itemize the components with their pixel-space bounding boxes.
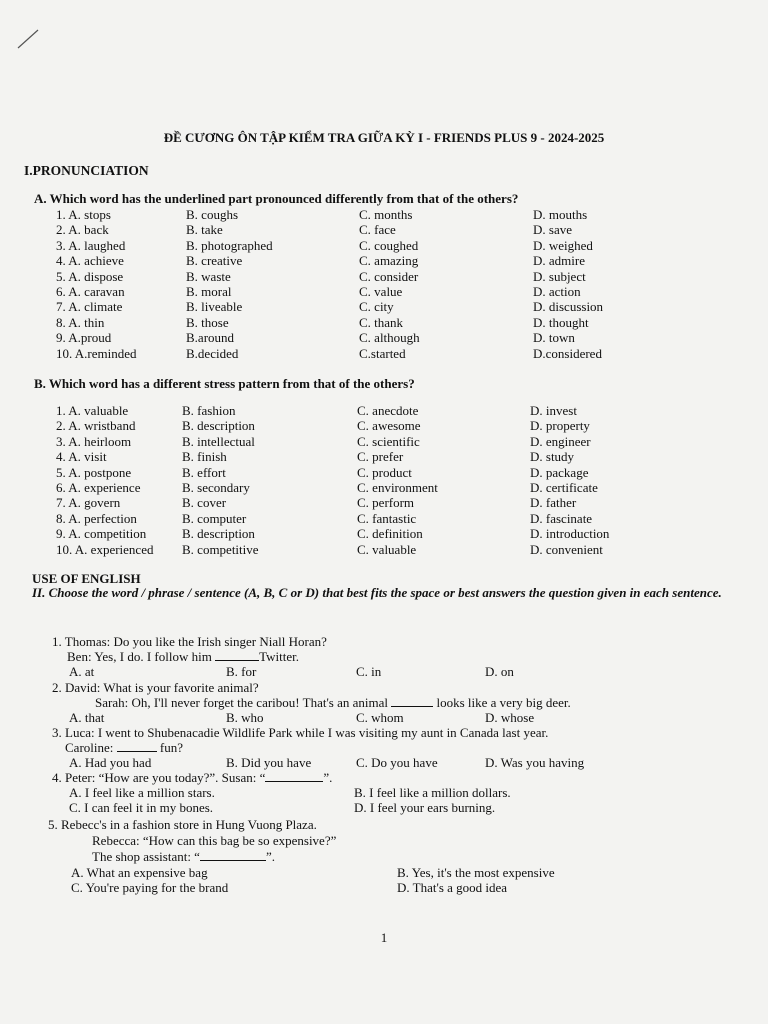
part-a-option-c: C. face bbox=[359, 222, 396, 238]
part-b-option-d: D. certificate bbox=[530, 480, 598, 495]
part-a-row bbox=[0, 269, 768, 284]
part-a-option-c: C. city bbox=[359, 299, 394, 315]
part-b-option-a: 4. A. visit bbox=[56, 449, 107, 465]
part-a-row bbox=[0, 315, 768, 330]
use-of-english-heading: USE OF ENGLISH bbox=[32, 571, 141, 586]
part-b-option-a: 10. A. experienced bbox=[56, 541, 154, 557]
part-b-option-d: D. invest bbox=[530, 403, 577, 418]
part-b-option-a: 2. A. wristband bbox=[56, 418, 136, 434]
part-b-row bbox=[0, 449, 768, 464]
part-b-heading: B. Which word has a different stress pattern from that of the others? bbox=[34, 376, 415, 391]
part-a-row bbox=[0, 299, 768, 314]
part-b-option-b: B. computer bbox=[182, 510, 247, 526]
part-b-option-b: B. finish bbox=[182, 449, 227, 465]
part-b-row bbox=[0, 480, 768, 495]
part-b-option-c: C. product bbox=[357, 464, 412, 480]
q1-line-2-pre: Ben: Yes, I do. I follow him bbox=[67, 649, 216, 664]
part-b-option-a: 9. A. competition bbox=[56, 526, 147, 542]
q4-option-b: B. I feel like a million dollars. bbox=[354, 785, 511, 800]
q5-line-3-post: ”. bbox=[265, 849, 275, 864]
part-a-option-a: 2. A. back bbox=[56, 222, 109, 238]
q2-line-2 bbox=[95, 695, 571, 710]
part-a-option-d: D. action bbox=[533, 284, 581, 299]
part-a-row bbox=[0, 222, 768, 237]
part-b-option-b: B. fashion bbox=[182, 403, 236, 418]
part-b-option-a: 1. A. valuable bbox=[56, 403, 129, 418]
part-b-row bbox=[0, 403, 768, 418]
part-a-option-d: D. admire bbox=[533, 253, 585, 269]
part-a-option-b: B. moral bbox=[186, 284, 232, 299]
part-b-row bbox=[0, 542, 768, 557]
q4-option-d: D. I feel your ears burning. bbox=[354, 800, 496, 815]
part-a-option-b: B. waste bbox=[186, 268, 231, 284]
part-b-option-b: B. intellectual bbox=[182, 433, 255, 449]
part-a-option-d: D.considered bbox=[533, 345, 602, 361]
part-a-option-b: B. coughs bbox=[186, 207, 238, 222]
part-a-option-a: 1. A. stops bbox=[56, 207, 111, 222]
part-b-option-b: B. secondary bbox=[182, 480, 250, 495]
part-b-option-b: B. competitive bbox=[182, 541, 259, 557]
part-b-row bbox=[0, 526, 768, 541]
q3-options bbox=[0, 755, 768, 770]
q2-line-1: 2. David: What is your favorite animal? bbox=[52, 680, 259, 695]
part-a-option-c: C. value bbox=[359, 284, 403, 299]
q1-option-a: A. at bbox=[69, 664, 95, 679]
document-title: ĐỀ CƯƠNG ÔN TẬP KIỂM TRA GIỮA KỲ I - FRIENDS PLUS 9 - 2024-2025 bbox=[163, 130, 605, 145]
part-a-option-c: C.started bbox=[359, 345, 406, 361]
part-b-row bbox=[0, 418, 768, 433]
q5-line-1: 5. Rebecc's in a fashion store in Hung Vuong Plaza. bbox=[48, 817, 317, 832]
part-a-option-b: B.around bbox=[186, 330, 235, 346]
part-a-option-d: D. discussion bbox=[533, 299, 604, 315]
q3-option-d: D. Was you having bbox=[485, 755, 585, 770]
pen-stroke-mark bbox=[12, 22, 52, 62]
q1-line-2-post: Twitter. bbox=[259, 649, 299, 664]
part-a-option-c: C. thank bbox=[359, 314, 404, 330]
part-a-option-b: B. creative bbox=[186, 253, 243, 269]
part-b-option-c: C. fantastic bbox=[357, 510, 417, 526]
part-a-option-a: 6. A. caravan bbox=[56, 284, 125, 299]
q3-option-b: B. Did you have bbox=[226, 755, 312, 770]
part-b-option-d: D. father bbox=[530, 495, 577, 511]
q4-options-row-2 bbox=[0, 800, 768, 815]
part-a-row bbox=[0, 330, 768, 345]
part-b-option-d: D. package bbox=[530, 464, 589, 480]
part-b-option-a: 5. A. postpone bbox=[56, 464, 132, 480]
part-b-option-a: 6. A. experience bbox=[56, 480, 141, 495]
part-b-option-a: 8. A. perfection bbox=[56, 510, 137, 526]
part-a-row bbox=[0, 238, 768, 253]
answer-blank bbox=[265, 770, 323, 782]
q5-option-c: C. You're paying for the brand bbox=[71, 880, 229, 895]
q2-line-2-post: looks like a very big deer. bbox=[433, 695, 571, 710]
part-a-option-d: D. town bbox=[533, 330, 575, 346]
part-a-option-c: C. coughed bbox=[359, 237, 419, 253]
q2-option-b: B. who bbox=[226, 710, 264, 725]
q2-options bbox=[0, 710, 768, 725]
q1-option-d: D. on bbox=[485, 664, 514, 679]
q1-line-2 bbox=[67, 649, 299, 664]
part-a-option-c: C. amazing bbox=[359, 253, 419, 269]
part-b-option-c: C. definition bbox=[357, 526, 423, 542]
q5-options-row-2 bbox=[0, 880, 768, 895]
part-a-row bbox=[0, 253, 768, 268]
part-b-option-d: D. introduction bbox=[530, 526, 610, 542]
part-b-row bbox=[0, 511, 768, 526]
q4-option-a: A. I feel like a million stars. bbox=[69, 785, 215, 800]
part-a-option-c: C. although bbox=[359, 330, 420, 346]
answer-blank bbox=[391, 695, 433, 707]
q3-line-2 bbox=[65, 740, 183, 755]
part-a-option-c: C. consider bbox=[359, 268, 419, 284]
part-b-option-c: C. scientific bbox=[357, 433, 420, 449]
part-a-option-b: B. liveable bbox=[186, 299, 243, 315]
part-a-option-d: D. thought bbox=[533, 314, 589, 330]
q5-options-row-1 bbox=[0, 865, 768, 880]
part-a-option-d: D. subject bbox=[533, 268, 586, 284]
section-pronunciation-heading: I.PRONUNCIATION bbox=[24, 163, 149, 178]
q3-line-1: 3. Luca: I went to Shubenacadie Wildlife Park while I was visiting my aunt in Canada last year. bbox=[52, 725, 549, 740]
q4-line-1 bbox=[52, 770, 332, 785]
q4-options-row-1 bbox=[0, 785, 768, 800]
q5-option-a: A. What an expensive bag bbox=[71, 865, 208, 880]
page-number: 1 bbox=[380, 930, 388, 945]
q1-line-1: 1. Thomas: Do you like the Irish singer Niall Horan? bbox=[52, 634, 327, 649]
part-b-option-b: B. cover bbox=[182, 495, 227, 511]
part-b-row bbox=[0, 495, 768, 510]
q3-option-a: A. Had you had bbox=[69, 755, 152, 770]
q4-line-1-pre: 4. Peter: “How are you today?”. Susan: “ bbox=[52, 770, 266, 785]
q2-line-2-pre: Sarah: Oh, I'll never forget the caribou! That's an animal bbox=[95, 695, 392, 710]
part-b-option-b: B. effort bbox=[182, 464, 226, 480]
part-b-option-d: D. fascinate bbox=[530, 510, 593, 526]
part-b-option-c: C. environment bbox=[357, 480, 438, 495]
part-a-row bbox=[0, 346, 768, 361]
q2-option-a: A. that bbox=[69, 710, 105, 725]
part-b-row bbox=[0, 434, 768, 449]
q1-options bbox=[0, 664, 768, 679]
part-b-option-d: D. property bbox=[530, 418, 590, 434]
part-a-heading: A. Which word has the underlined part pronounced differently from that of the others? bbox=[34, 191, 519, 206]
part-a-option-b: B. photographed bbox=[186, 237, 273, 253]
q3-option-c: C. Do you have bbox=[356, 755, 438, 770]
answer-blank bbox=[200, 849, 266, 861]
part-b-option-b: B. description bbox=[182, 526, 255, 542]
part-a-option-a: 8. A. thin bbox=[56, 314, 105, 330]
part-a-option-a: 9. A.proud bbox=[56, 330, 112, 346]
part-a-row bbox=[0, 284, 768, 299]
part-a-row bbox=[0, 207, 768, 222]
part-a-option-b: B.decided bbox=[186, 345, 239, 361]
q3-line-2-pre: Caroline: bbox=[65, 740, 117, 755]
part-b-option-a: 3. A. heirloom bbox=[56, 433, 132, 449]
part-b-option-c: C. prefer bbox=[357, 449, 404, 465]
q5-line-2: Rebecca: “How can this bag be so expensive?” bbox=[92, 833, 337, 848]
part-b-option-d: D. convenient bbox=[530, 541, 603, 557]
q4-line-1-post: ”. bbox=[323, 770, 333, 785]
q5-option-b: B. Yes, it's the most expensive bbox=[397, 865, 555, 880]
part-b-row bbox=[0, 465, 768, 480]
part-a-option-d: D. mouths bbox=[533, 207, 588, 222]
part-b-option-d: D. engineer bbox=[530, 433, 591, 449]
part-a-option-a: 10. A.reminded bbox=[56, 345, 137, 361]
q5-line-3-pre: The shop assistant: “ bbox=[92, 849, 200, 864]
q2-option-c: C. whom bbox=[356, 710, 404, 725]
part-b-option-c: C. perform bbox=[357, 495, 415, 511]
q5-line-3 bbox=[92, 849, 275, 864]
part-a-option-b: B. those bbox=[186, 314, 229, 330]
part-b-option-c: C. anecdote bbox=[357, 403, 419, 418]
q1-option-b: B. for bbox=[226, 664, 257, 679]
part-a-option-a: 3. A. laughed bbox=[56, 237, 126, 253]
q5-option-d: D. That's a good idea bbox=[397, 880, 508, 895]
part-a-option-a: 7. A. climate bbox=[56, 299, 123, 315]
q4-option-c: C. I can feel it in my bones. bbox=[69, 800, 214, 815]
part-b-option-a: 7. A. govern bbox=[56, 495, 121, 511]
part-b-option-c: C. valuable bbox=[357, 541, 417, 557]
part-b-option-b: B. description bbox=[182, 418, 255, 434]
part-b-option-c: C. awesome bbox=[357, 418, 421, 434]
answer-blank bbox=[215, 649, 259, 661]
part-a-option-d: D. weighed bbox=[533, 237, 593, 253]
part-a-option-a: 4. A. achieve bbox=[56, 253, 124, 269]
part-a-option-a: 5. A. dispose bbox=[56, 268, 124, 284]
q3-line-2-post: fun? bbox=[156, 740, 183, 755]
section-ii-instruction: II. Choose the word / phrase / sentence (A, B, C or D) that best fits the space or best answers the question given in each sentence. bbox=[32, 585, 722, 600]
part-a-option-c: C. months bbox=[359, 207, 413, 222]
part-a-option-b: B. take bbox=[186, 222, 223, 238]
q2-option-d: D. whose bbox=[485, 710, 535, 725]
q1-option-c: C. in bbox=[356, 664, 382, 679]
part-a-option-d: D. save bbox=[533, 222, 572, 238]
answer-blank bbox=[117, 740, 157, 752]
part-b-option-d: D. study bbox=[530, 449, 575, 465]
